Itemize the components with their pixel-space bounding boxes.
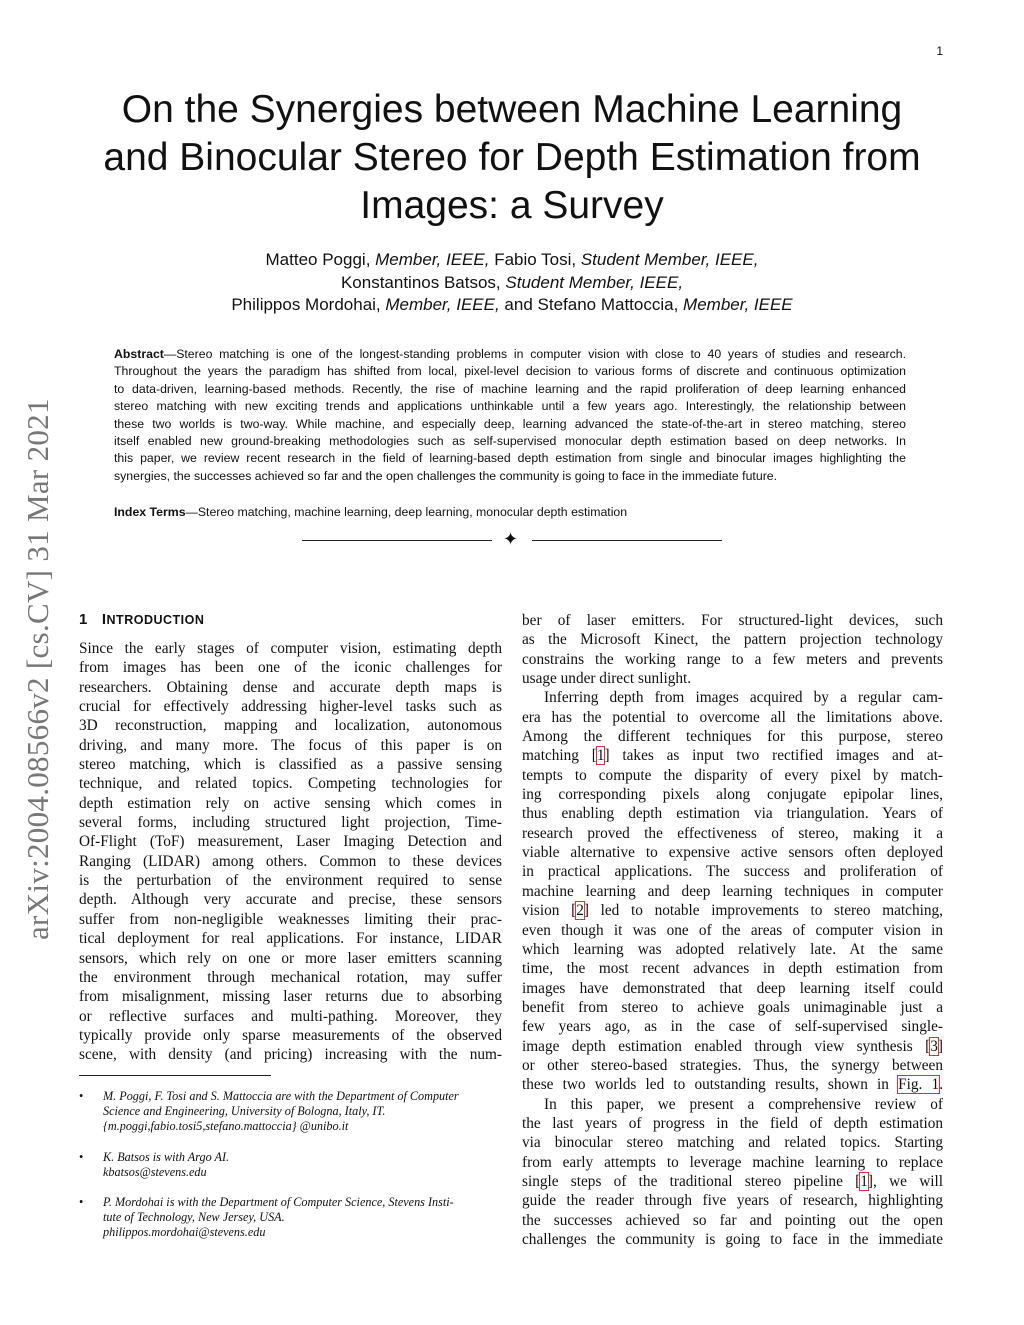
footnote-line: K. Batsos is with Argo AI.: [103, 1149, 230, 1164]
text-line: driving, and many more. The focus of this paper is on: [79, 736, 502, 754]
ornament-icon: ✦: [503, 529, 519, 550]
text-line: in practical applications. The success and proliferation of: [522, 863, 943, 881]
author-list: [60, 249, 964, 317]
figure-link[interactable]: Fig. 1: [898, 1076, 940, 1094]
footnote-rule: [79, 1075, 271, 1076]
author-affiliation: Student Member, IEEE,: [505, 272, 684, 292]
divider-left: [302, 540, 492, 541]
text-line: depth estimation rely on active sensing which comes in: [79, 794, 502, 812]
footnote-line: M. Poggi, F. Tosi and S. Mattoccia are with the Department of Computer: [103, 1089, 459, 1103]
abstract-line: these two worlds is two-way. While machine, and especially deep, learning advanced the state-of-the-art in stereo matching, stereo: [114, 416, 906, 431]
citation-link[interactable]: 1: [596, 747, 605, 765]
author-line: [60, 249, 964, 272]
footnote: [79, 1089, 504, 1135]
divider-right: [532, 540, 722, 541]
section-title-initial: I: [101, 611, 107, 628]
text-line: vision [2] led to notable improvements to stereo matching,: [522, 902, 943, 920]
abstract-line: synergies, the successes achieved so far and the open challenges the community is going to face in the immediate future.: [114, 468, 778, 483]
text-line: from misalignment, missing laser returns due to absorbing: [79, 988, 502, 1006]
author-affiliation: Member, IEEE,: [385, 295, 500, 314]
abstract-line: Abstract—Stereo matching is one of the longest-standing problems in computer vision with close to 40 years of studies and research.: [114, 347, 906, 361]
text-line: Since the early stages of computer vision, estimating depth: [79, 640, 502, 657]
author-line: [60, 272, 964, 295]
text-line: constrains the working range to a few meters and prevents: [522, 650, 943, 668]
footnote-line: {m.poggi,fabio.tosi5,stefano.mattoccia} @unibo.it: [103, 1119, 349, 1134]
text-line: challenges the community is going to face in the immediate: [522, 1231, 943, 1248]
footnote-line: kbatsos@stevens.edu: [103, 1164, 207, 1179]
bullet-icon: •: [79, 1195, 84, 1210]
footnotes: [79, 1089, 504, 1256]
text-line: In this paper, we present a comprehensive review of: [544, 1095, 943, 1113]
page-number: 1: [936, 44, 943, 58]
text-line: typically provide only sparse measurements of the observed: [79, 1026, 502, 1044]
text-line: 3D reconstruction, mapping and localization, autonomous: [79, 717, 502, 735]
text-line: from images has been one of the iconic challenges for: [79, 659, 502, 677]
abstract: [114, 346, 906, 485]
text-line: guide the reader through five years of research, highlighting: [522, 1192, 943, 1210]
index-terms-label: Index Terms: [114, 505, 186, 519]
index-terms-text: —Stereo matching, machine learning, deep learning, monocular depth estimation: [185, 505, 628, 519]
citation-link[interactable]: 2: [576, 902, 584, 920]
text-line: which learning was adopted relatively late. At the same: [522, 940, 943, 958]
paragraph: [522, 611, 943, 688]
text-line: single steps of the traditional stereo pipeline [1], we will: [522, 1172, 943, 1190]
text-line: researchers. Obtaining dense and accurate depth maps is: [79, 678, 502, 696]
text-line: via binocular stereo matching and related topics. Starting: [522, 1134, 943, 1152]
text-line: suffer from non-negligible weaknesses limiting their prac-: [79, 910, 502, 928]
text-line: is the perturbation of the environment required to sense: [79, 872, 502, 890]
author-name: Konstantinos Batsos,: [340, 272, 506, 292]
abstract-line: to data-driven, learning-based methods. Recently, the rise of machine learning and the rapid proliferation of deep learning enhanced: [114, 381, 906, 396]
citation-link[interactable]: 3: [930, 1037, 938, 1055]
text-line: tempts to compute the disparity of every pixel by match-: [522, 766, 943, 784]
author-name: Matteo Poggi,: [265, 250, 376, 269]
author-affiliation: Student Member, IEEE,: [580, 250, 759, 269]
text-line: matching [1] takes as input two rectified images and at-: [522, 747, 943, 765]
text-line: machine learning and deep learning techniques in computer: [522, 882, 943, 900]
text-line: several forms, including structured light projection, Time-: [79, 814, 502, 832]
text-line: ber of laser emitters. For structured-light devices, such: [522, 612, 943, 629]
text-line: sensors, which rely on one or more laser emitters scanning: [79, 949, 502, 967]
abstract-line: itself enabled new ground-breaking methodologies such as self-supervised monocular depth estimation based on deep networks. In: [114, 434, 906, 449]
author-affiliation: Member, IEEE,: [375, 250, 490, 269]
text-line: depth. Although very accurate and precise, these sensors: [79, 891, 502, 909]
author-name: and Stefano Mattoccia,: [499, 295, 684, 314]
footnote-line: philippos.mordohai@stevens.edu: [103, 1225, 266, 1240]
text-line: viable alternative to expensive active sensors often deployed: [522, 844, 943, 862]
text-line: Inferring depth from images acquired by a regular cam-: [544, 689, 943, 707]
abstract-line: this paper, we review recent research in the field of learning-based depth estimation from single and binocular images highlighting the: [114, 451, 906, 466]
paragraph: [522, 688, 943, 1094]
text-line: crucial for effectively addressing higher-level tasks such as: [79, 698, 502, 716]
author-affiliation: Member, IEEE: [683, 295, 793, 314]
arxiv-stamp: arXiv:2004.08566v2 [cs.CV] 31 Mar 2021: [20, 398, 55, 940]
footnote-line: tute of Technology, New Jersey, USA.: [103, 1210, 285, 1225]
paragraph: [79, 639, 502, 1065]
text-line: time, the most recent advances in depth estimation from: [522, 960, 943, 978]
bullet-icon: •: [79, 1089, 84, 1103]
text-line: or reflective surfaces and multi-pathing. Moreover, they: [79, 1007, 502, 1025]
index-terms: [114, 504, 627, 521]
text-line: as the Microsoft Kinect, the pattern projection technology: [522, 631, 943, 649]
citation-link[interactable]: 1: [860, 1172, 868, 1190]
abstract-line: stereo matching with new exciting trends and applications unthinkable until a few years ago. Interestingly, the relationship between: [114, 399, 906, 414]
text-line: from early attempts to leverage machine learning to replace: [522, 1153, 943, 1171]
text-line: few years ago, as in the case of self-supervised single-: [522, 1018, 943, 1036]
text-line: usage under direct sunlight.: [522, 670, 692, 688]
paper-title: [60, 86, 964, 230]
section-heading: [79, 611, 204, 628]
text-line: era has the potential to overcome all the limitations above.: [522, 708, 943, 726]
text-line: Ranging (LIDAR) among others. Common to these devices: [79, 852, 502, 870]
right-column: [522, 611, 943, 1249]
text-line: technique, and related topics. Competing technologies for: [79, 775, 502, 793]
footnote-line: P. Mordohai is with the Department of Computer Science, Stevens Insti-: [103, 1195, 454, 1210]
section-title-rest: NTRODUCTION: [106, 613, 205, 627]
text-line: the environment through mechanical rotation, may suffer: [79, 968, 502, 986]
bullet-icon: •: [79, 1149, 84, 1164]
footnote: [79, 1195, 504, 1241]
text-line: thus enabling depth estimation via triangulation. Years of: [522, 805, 943, 823]
section-number: 1: [79, 611, 88, 628]
text-line: scene, with density (and pricing) increasing with the num-: [79, 1046, 502, 1064]
text-line: or other stereo-based strategies. Thus, the synergy between: [522, 1056, 943, 1074]
author-name: Philippos Mordohai,: [231, 295, 386, 314]
author-name: Fabio Tosi,: [489, 250, 581, 269]
footnote: [79, 1150, 504, 1180]
text-line: tical deployment for real applications. For instance, LIDAR: [79, 930, 502, 948]
text-line: the last years of progress in the field of depth estimation: [522, 1114, 943, 1132]
title-line: Images: a Survey: [360, 184, 664, 227]
text-line: benefit from stereo to achieve goals unimaginable just a: [522, 998, 943, 1016]
author-line: [60, 294, 964, 317]
abstract-label: Abstract: [114, 347, 164, 361]
text-line: these two worlds led to outstanding results, shown in Fig. 1.: [522, 1076, 944, 1094]
title-line: On the Synergies between Machine Learning: [121, 88, 903, 131]
text-line: images have demonstrated that deep learning itself could: [522, 979, 943, 997]
text-line: stereo matching, which is classified as a passive sensing: [79, 756, 502, 774]
footnote-line: Science and Engineering, University of Bologna, Italy, IT.: [103, 1104, 386, 1119]
text-line: Of-Flight (ToF) measurement, Laser Imaging Detection and: [79, 833, 502, 851]
text-line: research proved the effectiveness of stereo, making it a: [522, 824, 943, 842]
text-line: Among the different techniques for this purpose, stereo: [522, 728, 943, 746]
text-line: ing corresponding pixels along conjugate epipolar lines,: [522, 786, 943, 804]
paragraph: [522, 1095, 943, 1250]
text-line: even though it was one of the areas of computer vision in: [522, 921, 943, 939]
text-line: image depth estimation enabled through view synthesis [3]: [522, 1037, 943, 1055]
text-line: the successes achieved so far and pointing out the open: [522, 1211, 943, 1229]
abstract-line: Throughout the years the paradigm has shifted from local, pixel-level decision to various forms of discrete and continuous optimization: [114, 364, 906, 379]
title-line: and Binocular Stereo for Depth Estimation from: [103, 136, 921, 179]
left-column: [79, 639, 502, 1065]
